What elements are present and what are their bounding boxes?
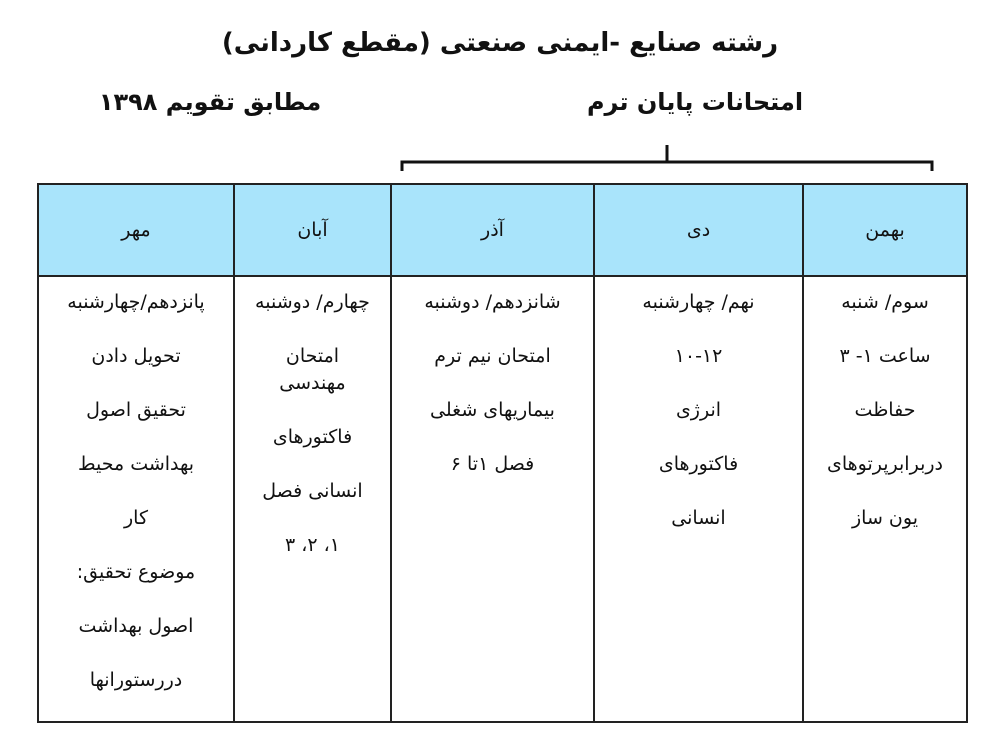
cell-line: دررستورانها bbox=[89, 669, 183, 691]
cell-azar bbox=[391, 276, 594, 722]
calendar-subtitle: مطابق تقویم ۱۳۹۸ bbox=[98, 88, 322, 116]
cell-line: تحویل دادن bbox=[91, 345, 181, 367]
cell-line: پانزدهم/چهارشنبه bbox=[67, 291, 205, 313]
month-header-dey: دی bbox=[594, 184, 803, 276]
cell-dey bbox=[594, 276, 803, 722]
cell-mehr bbox=[38, 276, 234, 722]
cell-line: فصل ۱تا ۶ bbox=[450, 453, 535, 475]
cell-line: بهداشت محیط bbox=[77, 453, 195, 475]
month-header-azar: آذر bbox=[391, 184, 594, 276]
cell-line: حفاظت bbox=[854, 399, 916, 421]
exam-schedule-table bbox=[37, 183, 968, 723]
cell-line: فاکتورهای bbox=[658, 453, 739, 475]
cell-line: شانزدهم/ دوشنبه bbox=[424, 291, 561, 313]
cell-line: ۱، ۲، ۳ bbox=[285, 534, 340, 556]
cell-line: دربرابرپرتوهای bbox=[826, 453, 943, 475]
cell-line: کار bbox=[123, 507, 148, 529]
month-header-aban: آبان bbox=[234, 184, 391, 276]
exams-bracket bbox=[0, 0, 1000, 200]
cell-line: امتحان bbox=[285, 345, 340, 367]
cell-line: اصول بهداشت bbox=[78, 615, 194, 637]
cell-bahman bbox=[803, 276, 967, 722]
cell-line: یون ساز bbox=[852, 507, 918, 529]
page-title: رشته صنایع -ایمنی صنعتی (مقطع کاردانی) bbox=[221, 28, 779, 58]
cell-line: امتحان نیم ترم bbox=[434, 345, 551, 367]
cell-line: انرژی bbox=[675, 399, 722, 421]
cell-line: مهندسی bbox=[279, 372, 346, 394]
cell-line: ساعت ۱- ۳ bbox=[839, 345, 931, 367]
month-header-mehr: مهر bbox=[38, 184, 234, 276]
cell-line: بیماریهای شغلی bbox=[430, 399, 555, 421]
month-header-bahman: بهمن bbox=[803, 184, 967, 276]
cell-line: تحقیق اصول bbox=[86, 399, 186, 421]
cell-aban bbox=[234, 276, 391, 722]
exams-subtitle: امتحانات پایان ترم bbox=[586, 88, 804, 116]
cell-line: فاکتورهای bbox=[272, 426, 353, 448]
table-header-row bbox=[38, 184, 967, 276]
table-row bbox=[38, 276, 967, 722]
cell-line: سوم/ شنبه bbox=[841, 291, 929, 313]
cell-line: چهارم/ دوشنبه bbox=[255, 291, 370, 313]
cell-line: نهم/ چهارشنبه bbox=[642, 291, 755, 313]
cell-line: انسانی فصل bbox=[262, 480, 363, 502]
cell-line: موضوع تحقیق: bbox=[76, 561, 196, 583]
cell-line: ۱۰-۱۲ bbox=[674, 345, 723, 367]
cell-line: انسانی bbox=[671, 507, 726, 529]
